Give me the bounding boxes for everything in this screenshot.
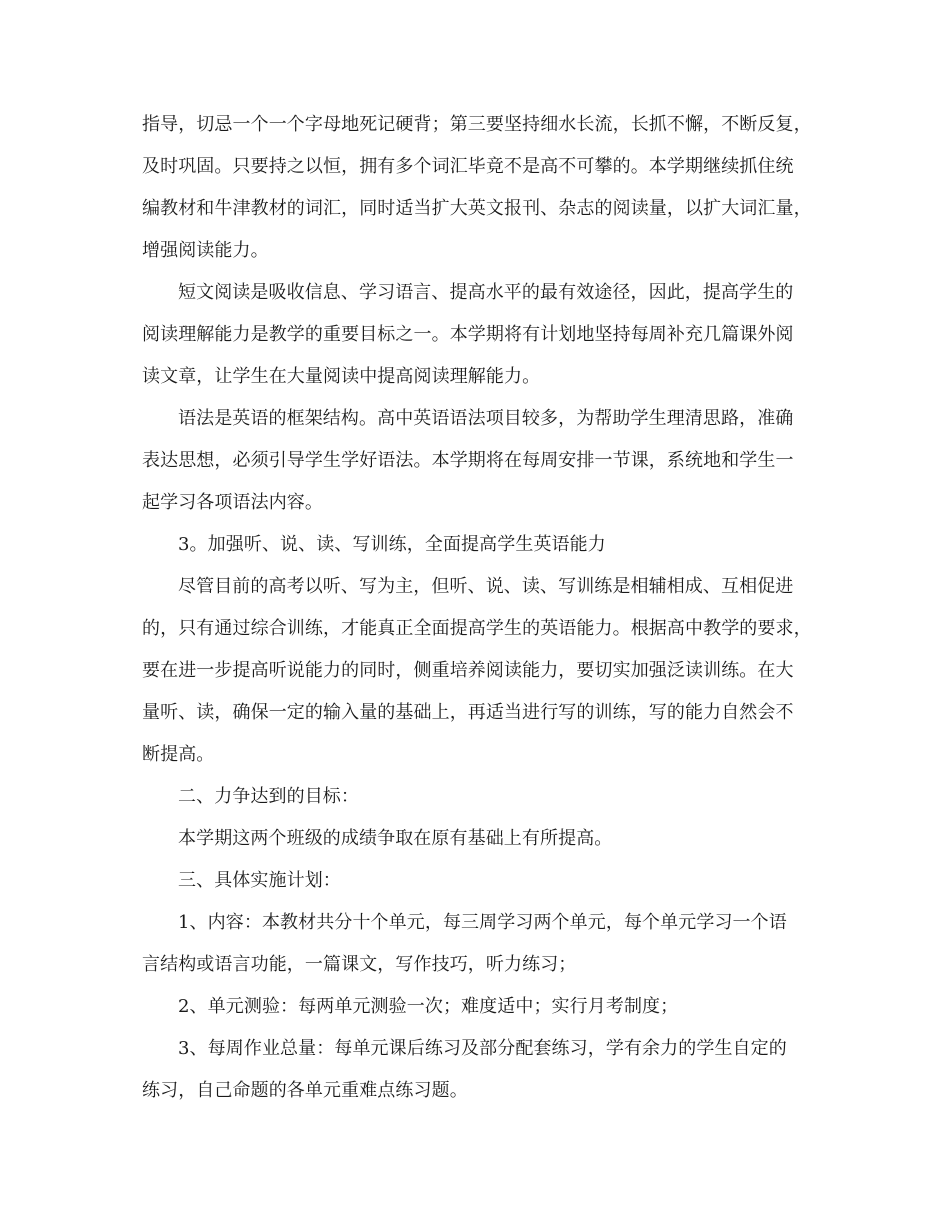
list-item-line: 3、每周作业总量：每单元课后练习及部分配套练习，学有余力的学生自定的 [178,1038,787,1059]
section-heading: 3。加强听、说、读、写训练，全面提高学生英语能力 [178,534,606,555]
text-line: 指导，切忌一个一个字母地死记硬背；第三要坚持细水长流，长抓不懈，不断反复， [142,114,812,135]
paragraph-start-line: 短文阅读是吸收信息、学习语言、提高水平的最有效途径，因此，提高学生的 [178,282,794,303]
paragraph-start-line: 尽管目前的高考以听、写为主，但听、说、读、写训练是相辅相成、互相促进 [178,576,794,597]
text-line: 言结构或语言功能，一篇课文，写作技巧，听力练习； [142,954,577,975]
text-line: 阅读理解能力是教学的重要目标之一。本学期将有计划地坚持每周补充几篇课外阅 [142,324,794,345]
text-line: 表达思想，必须引导学生学好语法。本学期将在每周安排一节课，系统地和学生一 [142,450,794,471]
text-line: 要在进一步提高听说能力的同时，侧重培养阅读能力，要切实加强泛读训练。在大 [142,660,794,681]
text-line: 起学习各项语法内容。 [142,492,323,513]
text-line: 增强阅读能力。 [142,240,269,261]
text-line: 练习，自己命题的各单元重难点练习题。 [142,1080,468,1101]
text-line: 量听、读，确保一定的输入量的基础上，再适当进行写的训练，写的能力自然会不 [142,702,794,723]
paragraph-start-line: 语法是英语的框架结构。高中英语语法项目较多，为帮助学生理清思路，准确 [178,408,794,429]
text-line: 读文章，让学生在大量阅读中提高阅读理解能力。 [142,366,541,387]
list-item-line: 2、单元测验：每两单元测验一次；难度适中；实行月考制度； [178,996,679,1017]
text-line: 的，只有通过综合训练，才能真正全面提高学生的英语能力。根据高中教学的要求， [142,618,812,639]
list-item-line: 1、内容：本教材共分十个单元，每三周学习两个单元，每个单元学习一个语 [178,912,787,933]
text-line: 及时巩固。只要持之以恒，拥有多个词汇毕竟不是高不可攀的。本学期继续抓住统 [142,156,794,177]
section-heading: 三、具体实施计划： [178,870,341,891]
text-line: 断提高。 [142,744,215,765]
text-line: 编教材和牛津教材的词汇，同时适当扩大英文报刊、杂志的阅读量，以扩大词汇量， [142,198,812,219]
paragraph-start-line: 本学期这两个班级的成绩争取在原有基础上有所提高。 [178,828,613,849]
section-heading: 二、力争达到的目标： [178,786,359,807]
